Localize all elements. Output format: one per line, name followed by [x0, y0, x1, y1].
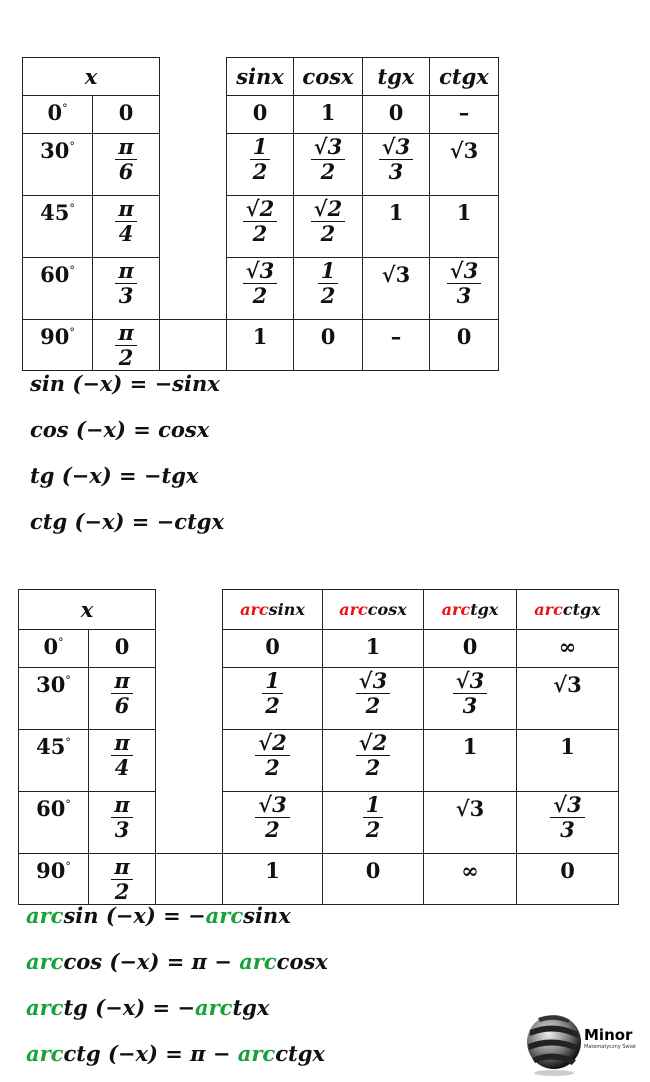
- cos-value: $\frac{√3}{2}$: [294, 134, 363, 196]
- spacer-cell: [160, 96, 227, 134]
- formula-arcctg: arcctg (−x) = π − arcctgx: [26, 1041, 325, 1066]
- rad-cell: $\frac{\pi}{3}$: [89, 792, 156, 854]
- deg-cell: 45°: [23, 196, 93, 258]
- rad-cell: $\frac{\pi}{2}$: [89, 854, 156, 905]
- arctg-value: 0: [424, 630, 517, 668]
- deg-cell: 0°: [19, 630, 89, 668]
- table-row: [19, 792, 619, 854]
- cos-value: $\frac{√2}{2}$: [294, 196, 363, 258]
- deg-cell: 30°: [23, 134, 93, 196]
- formula-ctg-odd: ctg (−x) = −ctgx: [30, 509, 224, 534]
- spacer-cell: [156, 854, 223, 905]
- rad-cell: $\frac{\pi}{4}$: [93, 196, 160, 258]
- arcctg-value: 1: [517, 730, 619, 792]
- header-arctg: arctgx: [424, 590, 517, 630]
- arctg-value: $\frac{√3}{3}$: [424, 668, 517, 730]
- tg-value: √3: [363, 258, 430, 320]
- table-row: [19, 730, 619, 792]
- spacer-cell: [160, 196, 227, 258]
- arccos-value: $\frac{√2}{2}$: [323, 730, 424, 792]
- table-row: [23, 320, 499, 371]
- header-arccos: arccosx: [323, 590, 424, 630]
- rad-cell: $\frac{\pi}{6}$: [89, 668, 156, 730]
- arcsin-value: $\frac{1}{2}$: [223, 668, 323, 730]
- formula-arcsin-odd: arcsin (−x) = −arcsinx: [26, 903, 291, 928]
- rad-cell: $\frac{\pi}{2}$: [93, 320, 160, 371]
- deg-cell: 90°: [23, 320, 93, 371]
- deg-cell: 60°: [19, 792, 89, 854]
- formula-arccos: arccos (−x) = π − arccosx: [26, 949, 328, 974]
- arcctg-value: $\frac{√3}{3}$: [517, 792, 619, 854]
- deg-cell: 60°: [23, 258, 93, 320]
- header-cos: cosx: [294, 58, 363, 96]
- cos-value: 1: [294, 96, 363, 134]
- sin-value: $\frac{√2}{2}$: [227, 196, 294, 258]
- deg-cell: 90°: [19, 854, 89, 905]
- arccos-value: 1: [323, 630, 424, 668]
- logo-name: Minor: [584, 1026, 633, 1044]
- spacer-cell: [160, 134, 227, 196]
- header-sin: sinx: [227, 58, 294, 96]
- header-ctg: ctgx: [430, 58, 499, 96]
- arcctg-value: 0: [517, 854, 619, 905]
- minor-logo: [524, 1008, 646, 1078]
- arc-values-table: [18, 589, 619, 905]
- tg-value: –: [363, 320, 430, 371]
- ctg-value: $\frac{√3}{3}$: [430, 258, 499, 320]
- spacer-cell: [156, 668, 223, 730]
- spacer-cell: [160, 58, 227, 96]
- sin-value: 1: [227, 320, 294, 371]
- arcsin-value: $\frac{√2}{2}$: [223, 730, 323, 792]
- formula-tg-odd: tg (−x) = −tgx: [30, 463, 199, 488]
- table-row: [23, 96, 499, 134]
- sphere-logo-icon: [524, 1008, 584, 1078]
- tg-value: $\frac{√3}{3}$: [363, 134, 430, 196]
- deg-cell: 0°: [23, 96, 93, 134]
- arccos-value: $\frac{1}{2}$: [323, 792, 424, 854]
- spacer-cell: [160, 258, 227, 320]
- sin-value: $\frac{√3}{2}$: [227, 258, 294, 320]
- spacer-cell: [160, 320, 227, 371]
- arcsin-value: 1: [223, 854, 323, 905]
- tg-value: 1: [363, 196, 430, 258]
- header-arcctg: arcctgx: [517, 590, 619, 630]
- rad-cell: $\frac{\pi}{3}$: [93, 258, 160, 320]
- ctg-value: √3: [430, 134, 499, 196]
- arccos-value: 0: [323, 854, 424, 905]
- ctg-value: –: [430, 96, 499, 134]
- arctg-value: 1: [424, 730, 517, 792]
- arcsin-value: $\frac{√3}{2}$: [223, 792, 323, 854]
- table-row: [19, 630, 619, 668]
- table-row: [23, 134, 499, 196]
- table-row: [19, 668, 619, 730]
- spacer-cell: [156, 730, 223, 792]
- trig-values-table: [22, 57, 499, 371]
- arcctg-value: √3: [517, 668, 619, 730]
- arcsin-value: 0: [223, 630, 323, 668]
- sin-value: 0: [227, 96, 294, 134]
- sin-value: $\frac{1}{2}$: [227, 134, 294, 196]
- table-row: [19, 854, 619, 905]
- spacer-cell: [156, 590, 223, 630]
- header-x: x: [19, 590, 156, 630]
- ctg-value: 0: [430, 320, 499, 371]
- spacer-cell: [156, 630, 223, 668]
- formula-cos-even: cos (−x) = cosx: [30, 417, 210, 442]
- arccos-value: $\frac{√3}{2}$: [323, 668, 424, 730]
- header-tg: tgx: [363, 58, 430, 96]
- tg-value: 0: [363, 96, 430, 134]
- arcctg-value: ∞: [517, 630, 619, 668]
- logo-tagline: Matematyczny Świat: [584, 1044, 637, 1050]
- deg-cell: 45°: [19, 730, 89, 792]
- header-x: x: [23, 58, 160, 96]
- rad-cell: 0: [93, 96, 160, 134]
- spacer-cell: [156, 792, 223, 854]
- deg-cell: 30°: [19, 668, 89, 730]
- cos-value: 0: [294, 320, 363, 371]
- header-arcsin: arcsinx: [223, 590, 323, 630]
- arctg-value: √3: [424, 792, 517, 854]
- formula-arctg-odd: arctg (−x) = −arctgx: [26, 995, 270, 1020]
- rad-cell: 0: [89, 630, 156, 668]
- table-row: [23, 258, 499, 320]
- rad-cell: $\frac{\pi}{4}$: [89, 730, 156, 792]
- arctg-value: ∞: [424, 854, 517, 905]
- rad-cell: $\frac{\pi}{6}$: [93, 134, 160, 196]
- table-row: [23, 196, 499, 258]
- ctg-value: 1: [430, 196, 499, 258]
- cos-value: $\frac{1}{2}$: [294, 258, 363, 320]
- formula-sin-odd: sin (−x) = −sinx: [30, 371, 220, 396]
